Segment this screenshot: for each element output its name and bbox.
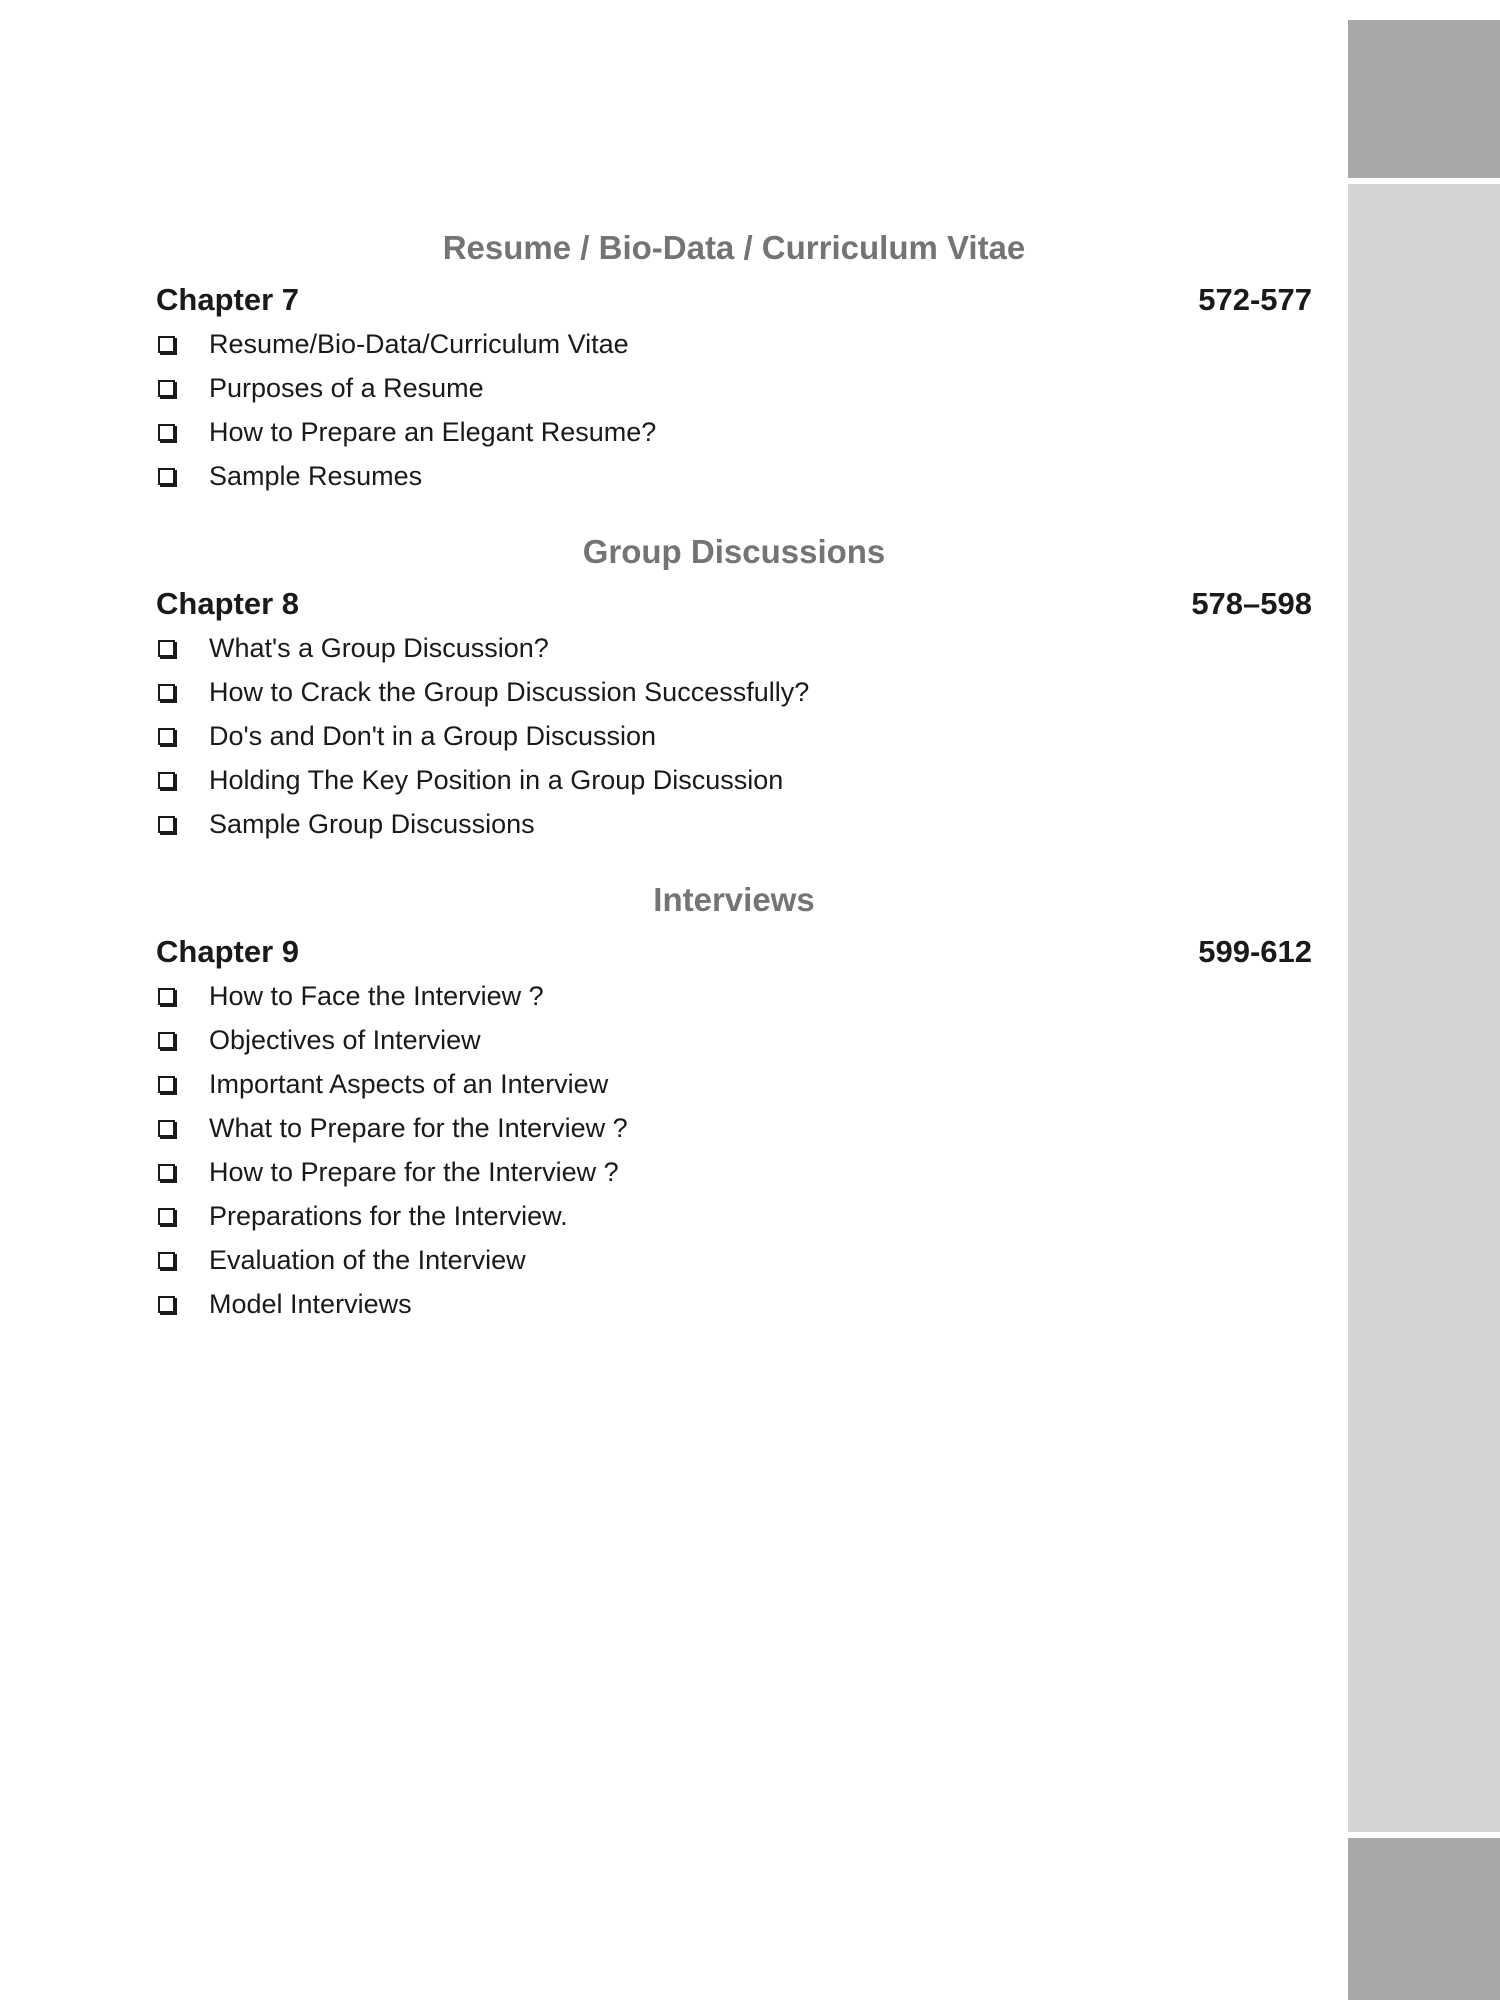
- chapter-label: Chapter 7: [156, 282, 299, 317]
- topic-label: How to Face the Interview ?: [209, 980, 544, 1011]
- checkbox-icon: [158, 424, 175, 441]
- chapter-heading: [156, 932, 1312, 972]
- section-title: Interviews: [653, 881, 815, 918]
- list-item: [156, 714, 1312, 758]
- chapter-page-range: 572-577: [1198, 282, 1312, 317]
- checkbox-icon: [158, 380, 175, 397]
- topic-label: What's a Group Discussion?: [209, 632, 549, 663]
- list-item: [156, 454, 1312, 498]
- section-group-discussions: [156, 532, 1312, 846]
- topic-label: Holding The Key Position in a Group Discussion: [209, 764, 784, 795]
- section-resume: [156, 228, 1312, 498]
- topic-label: Evaluation of the Interview: [209, 1244, 526, 1275]
- list-item: [156, 322, 1312, 366]
- topic-label: Model Interviews: [209, 1288, 412, 1319]
- checkbox-icon: [158, 336, 175, 353]
- checkbox-icon: [158, 1120, 175, 1137]
- topic-label: Objectives of Interview: [209, 1024, 481, 1055]
- list-item: [156, 366, 1312, 410]
- list-item: [156, 410, 1312, 454]
- checkbox-icon: [158, 468, 175, 485]
- checkbox-icon: [158, 772, 175, 789]
- topic-label: What to Prepare for the Interview ?: [209, 1112, 628, 1143]
- chapter-page-range: 578–598: [1191, 586, 1312, 621]
- chapter-heading: [156, 584, 1312, 624]
- list-item: [156, 670, 1312, 714]
- topic-list: [156, 626, 1312, 846]
- checkbox-icon: [158, 728, 175, 745]
- checkbox-icon: [158, 1164, 175, 1181]
- list-item: [156, 974, 1312, 1018]
- section-interviews: [156, 880, 1312, 1326]
- topic-label: How to Prepare an Elegant Resume?: [209, 416, 657, 447]
- checkbox-icon: [158, 640, 175, 657]
- topic-list: [156, 322, 1312, 498]
- topic-label: Do's and Don't in a Group Discussion: [209, 720, 657, 751]
- topic-label: Sample Resumes: [209, 460, 423, 491]
- checkbox-icon: [158, 1076, 175, 1093]
- list-item: [156, 1194, 1312, 1238]
- list-item: [156, 1018, 1312, 1062]
- topic-label: Important Aspects of an Interview: [209, 1068, 609, 1099]
- list-item: [156, 802, 1312, 846]
- list-item: [156, 1282, 1312, 1326]
- chapter-page-range: 599-612: [1198, 934, 1312, 969]
- topic-label: Resume/Bio-Data/Curriculum Vitae: [209, 328, 629, 359]
- checkbox-icon: [158, 816, 175, 833]
- topic-list: [156, 974, 1312, 1326]
- chapter-label: Chapter 8: [156, 586, 299, 621]
- checkbox-icon: [158, 1032, 175, 1049]
- topic-label: Purposes of a Resume: [209, 372, 484, 403]
- checkbox-icon: [158, 684, 175, 701]
- list-item: [156, 758, 1312, 802]
- list-item: [156, 1106, 1312, 1150]
- topic-label: How to Crack the Group Discussion Successfully?: [209, 676, 810, 707]
- thumb-tab-bottom: [1348, 1838, 1500, 2000]
- list-item: [156, 1150, 1312, 1194]
- thumb-tab-top: [1348, 20, 1500, 178]
- chapter-heading: [156, 280, 1312, 320]
- checkbox-icon: [158, 988, 175, 1005]
- checkbox-icon: [158, 1208, 175, 1225]
- topic-label: How to Prepare for the Interview ?: [209, 1156, 619, 1187]
- topic-label: Sample Group Discussions: [209, 808, 535, 839]
- list-item: [156, 626, 1312, 670]
- chapter-label: Chapter 9: [156, 934, 299, 969]
- checkbox-icon: [158, 1252, 175, 1269]
- topic-label: Preparations for the Interview.: [209, 1200, 568, 1231]
- section-title: Group Discussions: [582, 533, 886, 570]
- list-item: [156, 1238, 1312, 1282]
- list-item: [156, 1062, 1312, 1106]
- checkbox-icon: [158, 1296, 175, 1313]
- section-title: Resume / Bio-Data / Curriculum Vitae: [442, 229, 1026, 266]
- thumb-tab-middle: [1348, 184, 1500, 1832]
